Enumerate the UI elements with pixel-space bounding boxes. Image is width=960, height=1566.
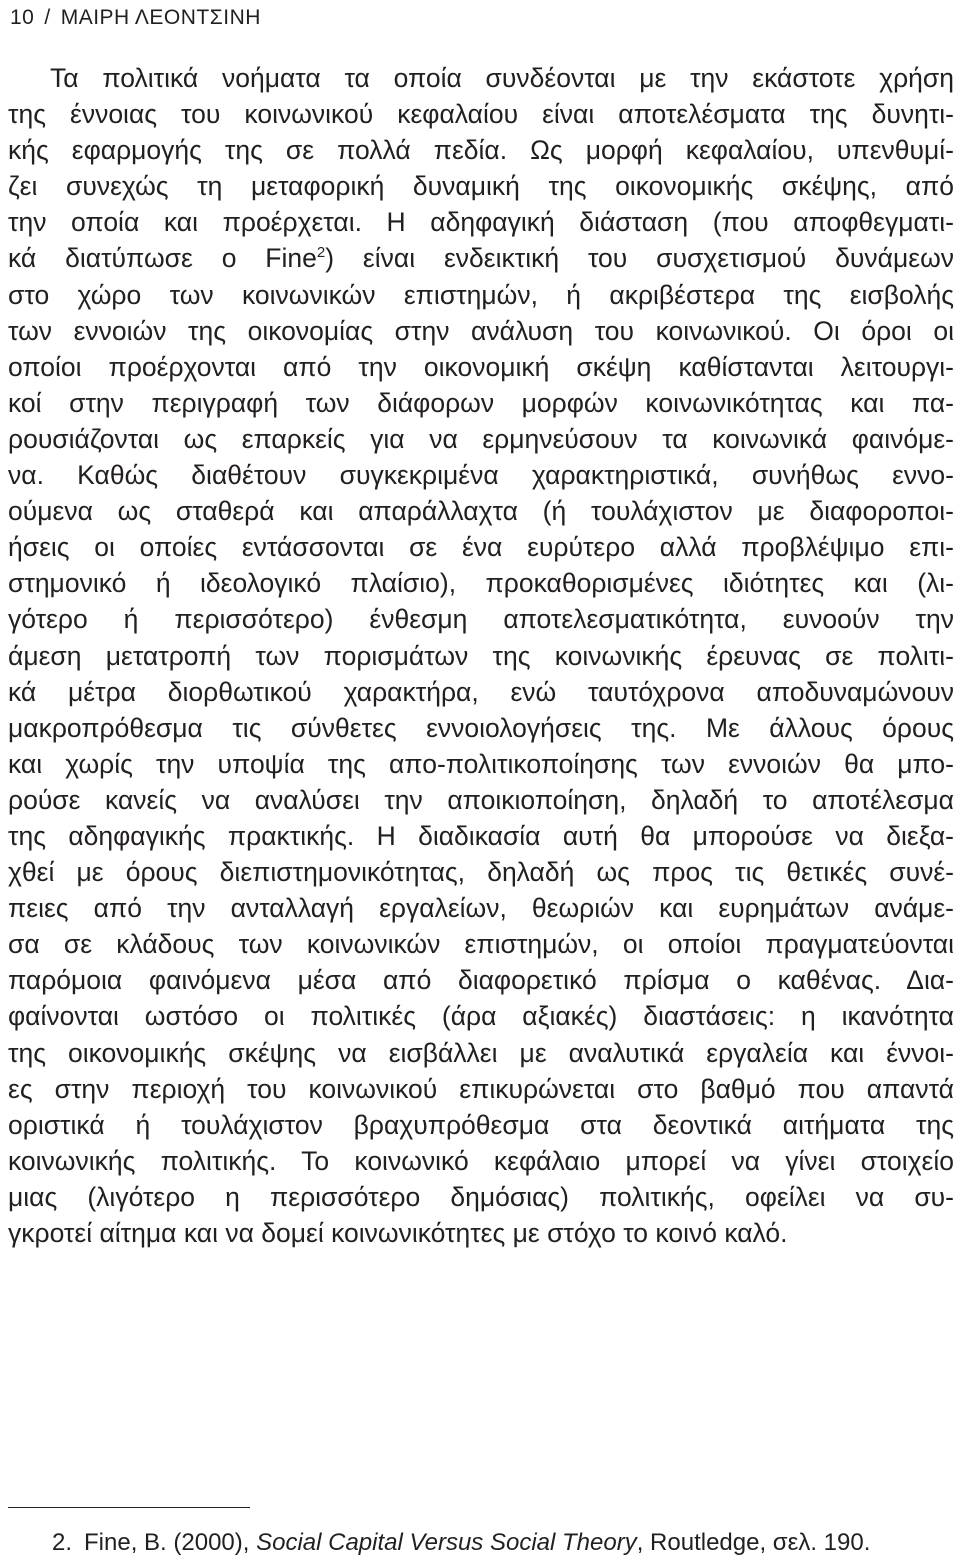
text-line: ούμενα ως σταθερά και απαράλλαχτα (ή τουλάχιστον με διαφοροποι-: [8, 496, 954, 527]
text-line: γκροτεί αίτημα και να δομεί κοινωνικότητες με στόχο το κοινό καλό.: [8, 1218, 788, 1248]
text-line: και χωρίς την υποψία της απο-πολιτικοποίησης των εννοιών θα μπο-: [8, 748, 954, 779]
footnote: [52, 1527, 870, 1559]
author-name: ΜΑΙΡΗ ΛΕΟΝΤΣΙΝΗ: [60, 6, 261, 29]
text-line: κοινωνικής πολιτικής. Το κοινωνικό κεφάλαιο μπορεί να γίνει στοιχείο: [8, 1145, 954, 1176]
running-header: [10, 4, 261, 32]
text-line: ήσεις οι οποίες εντάσσονται σε ένα ευρύτερο αλλά προβλέψιμο επι-: [8, 532, 954, 563]
footnote-reference: 2: [316, 244, 326, 262]
text-line: της οικονομικής σκέψης να εισβάλλει με αναλυτικά εργαλεία και έννοι-: [8, 1037, 954, 1068]
text-line: στο χώρο των κοινωνικών επιστημών, ή ακριβέστερα της εισβολής: [8, 279, 954, 310]
text-line: της αδηφαγικής πρακτικής. Η διαδικασία αυτή θα μπορούσε να διεξα-: [8, 820, 954, 851]
page-number: 10: [10, 6, 35, 29]
text-line: οποίοι προέρχονται από την οικονομική σκέψη καθίστανται λειτουργι-: [8, 351, 954, 382]
footnote-book-title: Social Capital Versus Social Theory: [256, 1529, 637, 1556]
text-line: φαίνονται ωστόσο οι πολιτικές (άρα αξιακές) διαστάσεις: η ικανότητα: [8, 1001, 954, 1032]
text-line: χθεί με όρους διεπιστημονικότητας, δηλαδή ως προς τις θετικές συνέ-: [8, 857, 954, 888]
text-line: μιας (λιγότερο η περισσότερο δημόσιας) πολιτικής, οφείλει να συ-: [8, 1181, 954, 1212]
text-line: ρούσε κανείς να αναλύσει την αποικιοποίηση, δηλαδή το αποτέλεσμα: [8, 784, 954, 815]
text-line: την οποία και προέρχεται. Η αδηφαγική διάσταση (που αποφθεγματι-: [8, 207, 954, 238]
text-line: πειες από την ανταλλαγή εργαλείων, θεωριών και ευρημάτων ανάμε-: [8, 893, 954, 924]
text-line: να. Καθώς διαθέτουν συγκεκριμένα χαρακτηριστικά, συνήθως εννο-: [8, 460, 954, 491]
text-line: μακροπρόθεσμα τις σύνθετες εννοιολογήσεις της. Με άλλους όρους: [8, 712, 954, 743]
text-line: παρόμοια φαινόμενα μέσα από διαφορετικό πρίσμα ο καθένας. Δια-: [8, 965, 954, 996]
text-line: κά μέτρα διορθωτικού χαρακτήρα, ενώ ταυτόχρονα αποδυναμώνουν: [8, 676, 954, 707]
text-line: σα σε κλάδους των κοινωνικών επιστημών, οι οποίοι πραγματεύονται: [8, 929, 954, 960]
text-line: ες στην περιοχή του κοινωνικού επικυρώνεται στο βαθμό που απαντά: [8, 1073, 954, 1104]
text-line: γότερο ή περισσότερο) ένθεσμη αποτελεσματικότητα, ευνοούν την: [8, 604, 954, 635]
text-line: ρουσιάζονται ως επαρκείς για να ερμηνεύσουν τα κοινωνικά φαινόμε-: [8, 423, 954, 454]
text-line: άμεση μετατροπή των πορισμάτων της κοινωνικής έρευνας σε πολιτι-: [8, 640, 954, 671]
header-separator: /: [44, 6, 51, 29]
body-paragraph: [8, 60, 954, 1251]
text-segment: ) είναι ενδεικτική του συσχετισμού δυνάμεων: [325, 243, 955, 274]
footnote-number: 2.: [52, 1529, 73, 1556]
text-line: των εννοιών της οικονομίας στην ανάλυση του κοινωνικού. Οι όροι οι: [8, 315, 954, 346]
text-segment: κά διατύπωσε ο Fine: [8, 243, 317, 274]
text-line: κοί στην περιγραφή των διάφορων μορφών κοινωνικότητας και πα-: [8, 387, 954, 418]
text-line: [8, 240, 954, 276]
text-line: ζει συνεχώς τη μεταφορική δυναμική της οικονομικής σκέψης, από: [8, 171, 954, 202]
footnote-text-before: Fine, B. (2000),: [84, 1529, 257, 1556]
text-line: κής εφαρμογής της σε πολλά πεδία. Ως μορφή κεφαλαίου, υπενθυμί-: [8, 135, 954, 166]
text-line: στημονικό ή ιδεολογικό πλαίσιο), προκαθορισμένες ιδιότητες και (λι-: [8, 568, 954, 599]
text-line: Τα πολιτικά νοήματα τα οποία συνδέονται με την εκάστοτε χρήση: [50, 63, 954, 93]
footnote-divider: [8, 1507, 250, 1508]
text-line: της έννοιας του κοινωνικού κεφαλαίου είναι αποτελέσματα της δυνητι-: [8, 99, 954, 130]
footnote-text-after: , Routledge, σελ. 190.: [636, 1529, 871, 1556]
text-line: οριστικά ή τουλάχιστον βραχυπρόθεσμα στα δεοντικά αιτήματα της: [8, 1109, 954, 1140]
